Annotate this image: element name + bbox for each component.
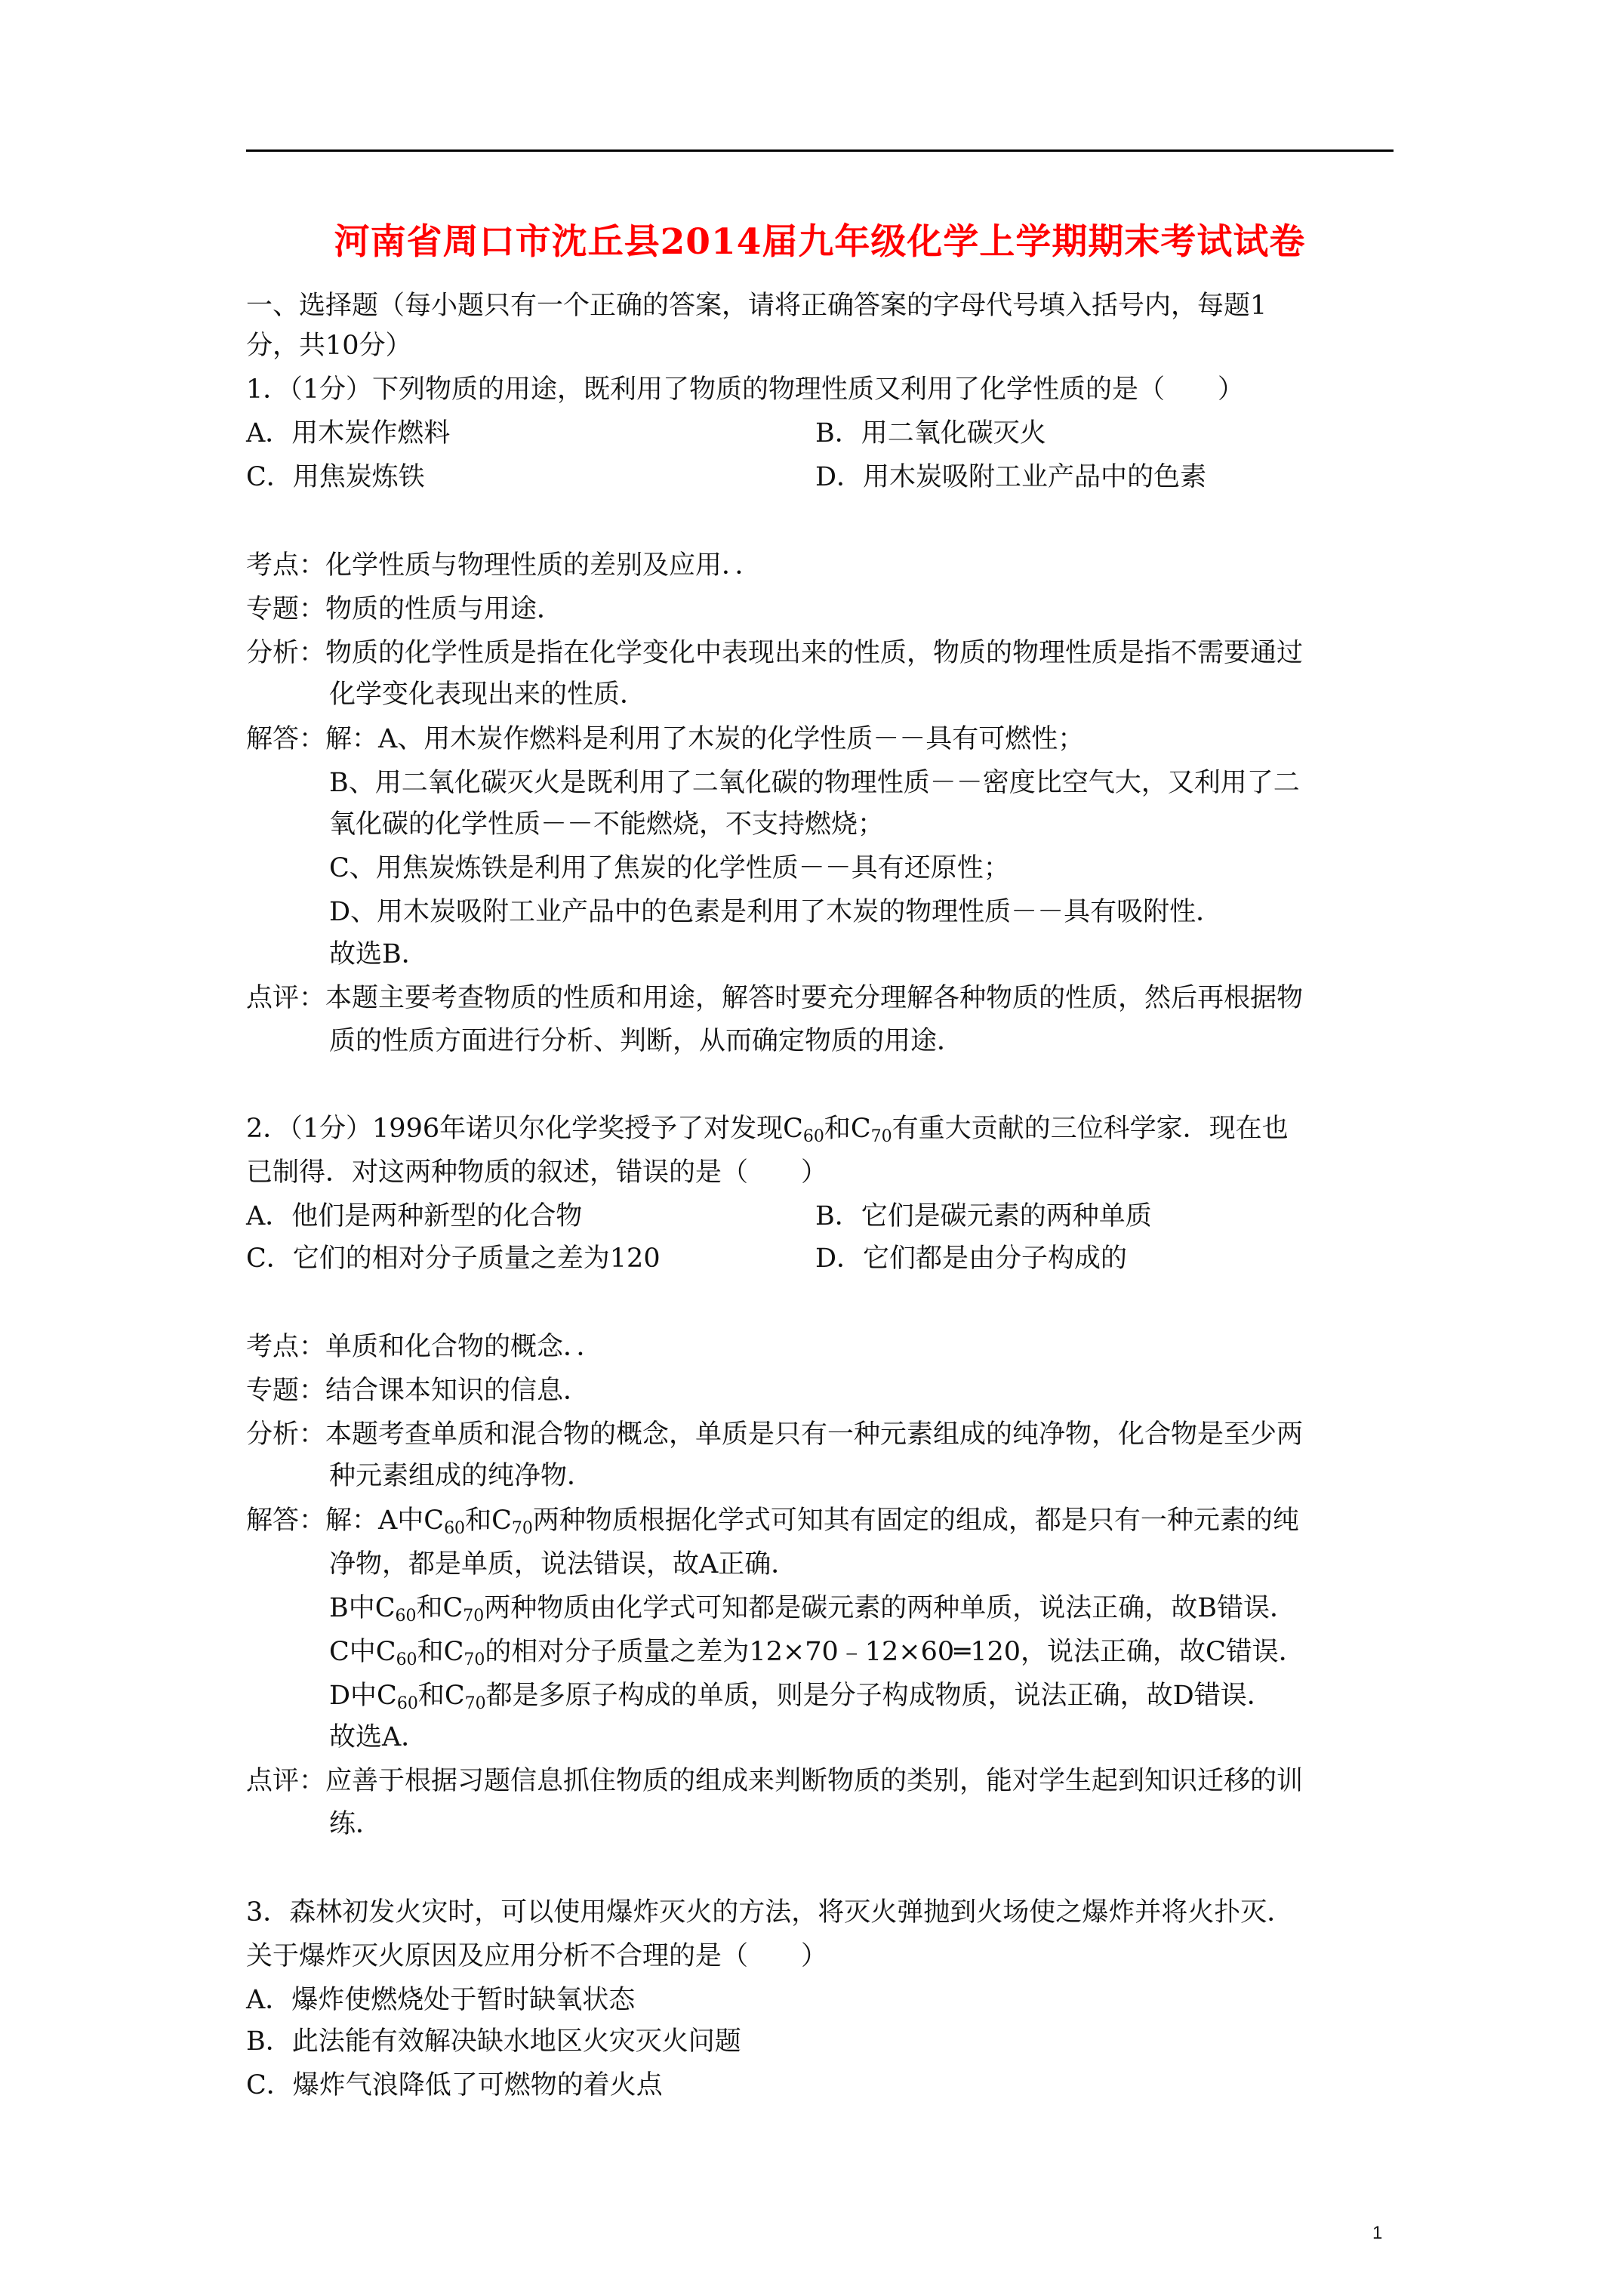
q1-fenxi-cont: 化学变化表现出来的性质． [329,680,647,710]
header-rule [246,149,1394,152]
q1-dianping: 点评：本题主要考查物质的性质和用途，解答时要充分理解各种物质的性质，然后再根据物 [246,983,1304,1013]
q3-stem-cont: 关于爆炸灭火原因及应用分析不合理的是（ ） [246,1941,828,1971]
q3-stem: 3．森林初发火灾时，可以使用爆炸灭火的方法，将灭火弹抛到火场使之爆炸并将火扑灭． [246,1897,1294,1928]
q2-jieda-cont: 净物，都是单质，说法错误，故A正确． [329,1549,798,1579]
q2-jieda-b: B中$C_{60}$和$C_{70}$两种物质由化学式可知都是碳元素的两种单质，说法正确，故B错误． [329,1593,1297,1626]
q1-jieda-b: B、用二氧化碳灭火是既利用了二氧化碳的物理性质－－密度比空气大，又利用了二 [329,768,1300,798]
q2-option-b: B．它们是碳元素的两种单质 [815,1201,1152,1231]
q2-zhuanti: 专题：结合课本知识的信息． [246,1376,590,1406]
q2-jieda-d: D中$C_{60}$和$C_{70}$都是多原子构成的单质，则是分子构成物质，说法正确，故D错误． [329,1681,1273,1713]
q1-jieda: 解答：解：A、用木炭作燃料是利用了木炭的化学性质－－具有可燃性； [246,724,1085,754]
q1-jieda-d: D、用木炭吸附工业产品中的色素是利用了木炭的物理性质－－具有吸附性． [329,897,1223,927]
q2-option-d: D．它们都是由分子构成的 [815,1244,1128,1274]
q1-jieda-c: C、用焦炭炼铁是利用了焦炭的化学性质－－具有还原性； [329,853,1010,883]
q2-kaodian: 考点：单质和化合物的概念．． [246,1332,603,1362]
q2-stem: 2．（1分）1996年诺贝尔化学奖授予了对发现$C_{60}$和$C_{70}$有重大贡献的三位科学家．现在也 [246,1114,1289,1146]
q2-fenxi: 分析：本题考查单质和混合物的概念，单质是只有一种元素组成的纯净物，化合物是至少两 [246,1419,1304,1450]
q2-jieda-c: C中$C_{60}$和$C_{70}$的相对分子质量之差为12×70﹣12×60═120，说法正确，故C错误． [329,1637,1305,1669]
q1-answer: 故选B． [329,939,428,969]
q1-zhuanti: 专题：物质的性质与用途． [246,594,564,624]
q2-dianping-cont: 练． [329,1809,383,1839]
q1-option-b: B．用二氧化碳灭火 [815,418,1046,448]
section-header-cont: 分，共10分） [246,331,412,361]
q2-option-a: A．他们是两种新型的化合物 [246,1201,583,1231]
q1-jieda-b-cont: 氧化碳的化学性质－－不能燃烧，不支持燃烧； [329,809,885,840]
page-number: 1 [1372,2223,1383,2243]
q2-option-c: C．它们的相对分子质量之差为120 [246,1244,661,1274]
q2-answer: 故选A． [329,1722,428,1752]
q2-fenxi-cont: 种元素组成的纯净物． [329,1461,594,1491]
q1-option-c: C．用焦炭炼铁 [246,462,425,492]
section-header: 一、选择题（每小题只有一个正确的答案，请将正确答案的字母代号填入括号内，每题1 [246,291,1267,321]
q2-dianping: 点评：应善于根据习题信息抓住物质的组成来判断物质的类别，能对学生起到知识迁移的训 [246,1766,1304,1796]
q1-option-a: A．用木炭作燃料 [246,418,451,448]
q1-fenxi: 分析：物质的化学性质是指在化学变化中表现出来的性质，物质的物理性质是指不需要通过 [246,638,1304,668]
q3-option-c: C．爆炸气浪降低了可燃物的着火点 [246,2070,663,2100]
q1-stem: 1．（1分）下列物质的用途，既利用了物质的物理性质又利用了化学性质的是（ ） [246,374,1245,405]
q1-option-d: D．用木炭吸附工业产品中的色素 [815,462,1207,492]
page-title: 河南省周口市沈丘县2014届九年级化学上学期期末考试试卷 [334,221,1306,263]
q1-dianping-cont: 质的性质方面进行分析、判断，从而确定物质的用途． [329,1026,964,1056]
q3-option-a: A．爆炸使燃烧处于暂时缺氧状态 [246,1985,636,2015]
q2-jieda: 解答：解：A中$C_{60}$和$C_{70}$两种物质根据化学式可知其有固定的组成，都是只有一种元素的纯 [246,1505,1299,1538]
q3-option-b: B．此法能有效解决缺水地区火灾灭火问题 [246,2026,741,2057]
q1-kaodian: 考点：化学性质与物理性质的差别及应用．． [246,550,762,581]
q2-stem-cont: 已制得．对这两种物质的叙述，错误的是（ ） [246,1157,828,1188]
